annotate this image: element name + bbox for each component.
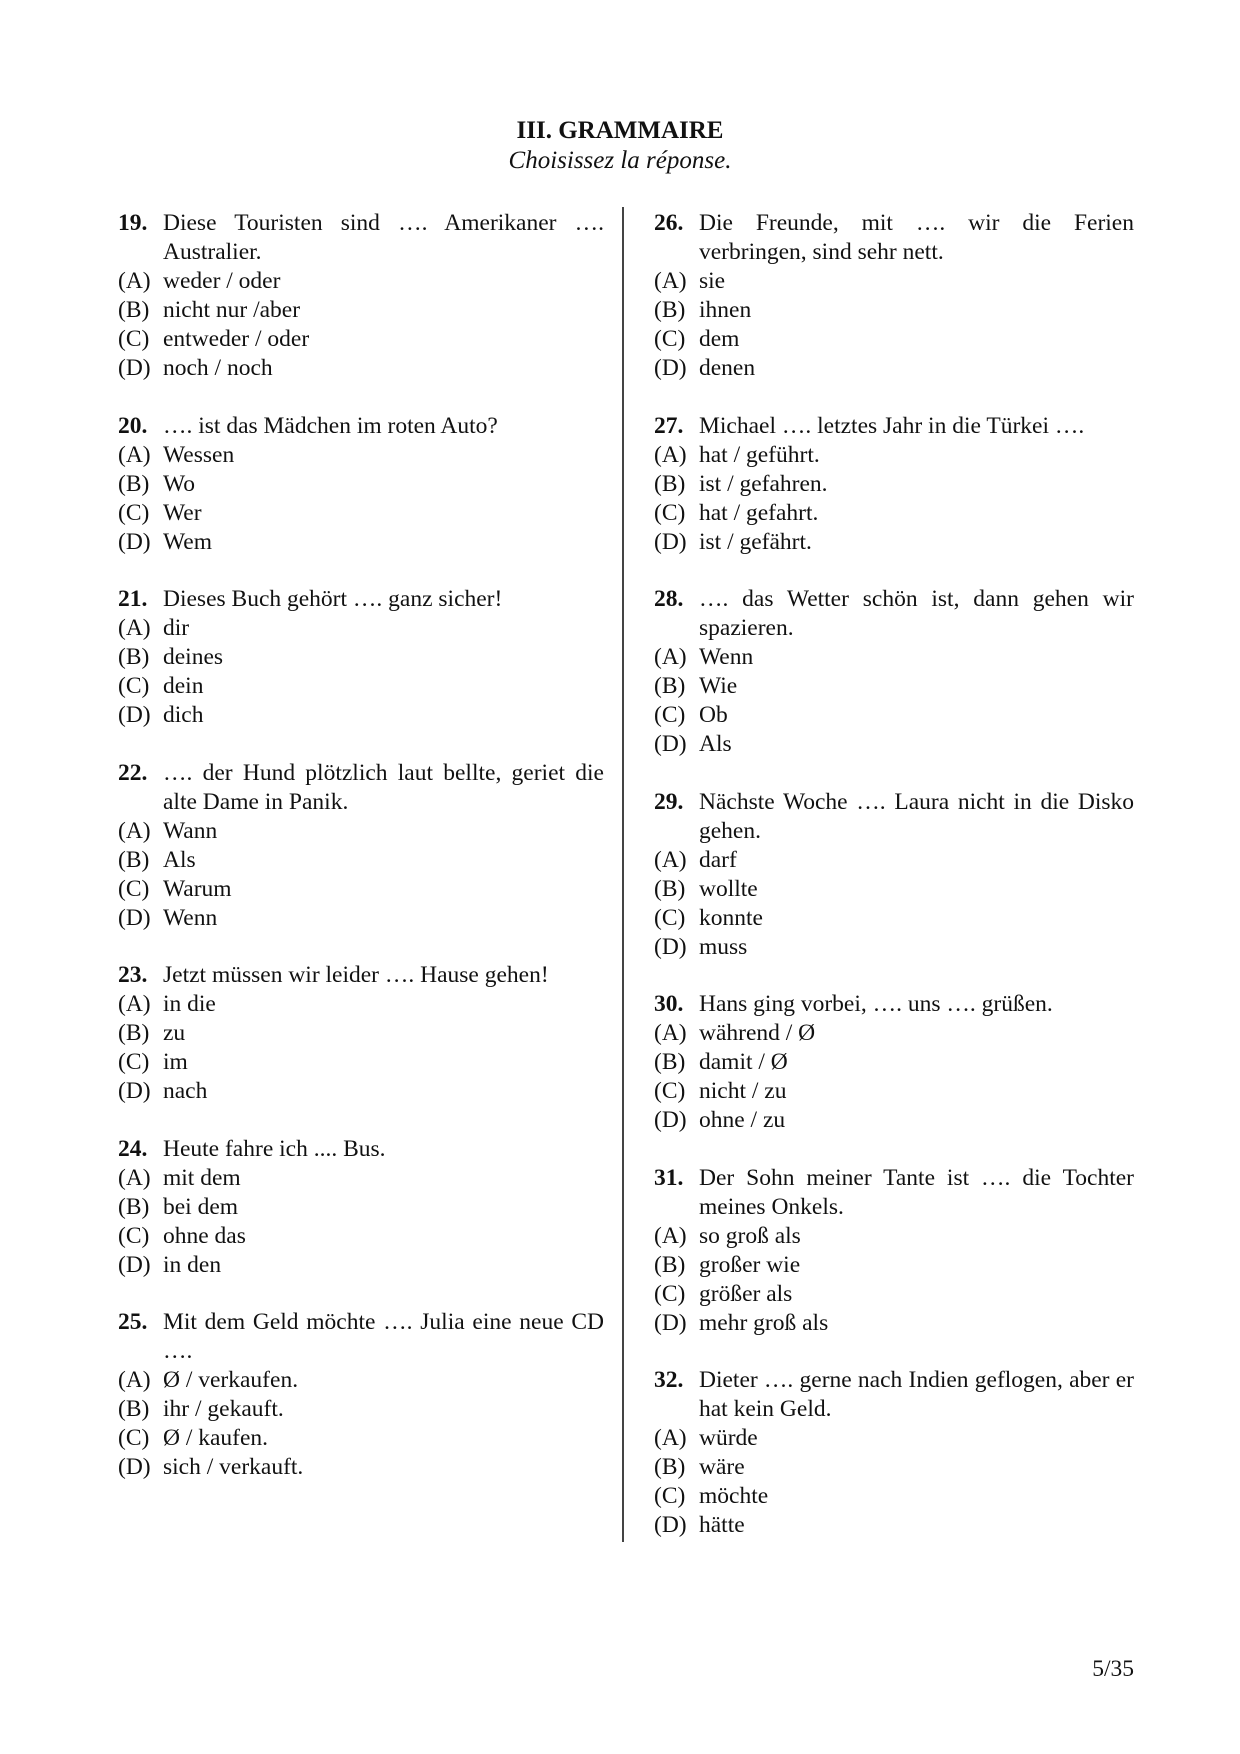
option-letter: (D) xyxy=(118,1078,151,1104)
question-stem xyxy=(654,990,1134,1019)
option-letter: (B) xyxy=(654,1049,686,1075)
question-text: …. ist das Mädchen im roten Auto? xyxy=(163,412,498,439)
answer-option xyxy=(654,1106,1134,1135)
question-text: …. das Wetter schön ist, dann gehen wir spazieren. xyxy=(699,586,1134,641)
question-stem xyxy=(118,209,604,267)
option-letter: (C) xyxy=(118,1425,150,1451)
option-letter: (D) xyxy=(654,1309,687,1336)
option-letter: (C) xyxy=(118,875,150,902)
question-19 xyxy=(118,209,604,383)
option-text: bei dem xyxy=(163,1193,239,1220)
option-letter: (C) xyxy=(654,904,686,931)
option-text: muss xyxy=(699,933,748,960)
answer-option xyxy=(654,1077,1134,1106)
answer-option xyxy=(654,643,1134,672)
option-text: dem xyxy=(699,326,740,352)
answer-option xyxy=(118,470,604,499)
option-text: dir xyxy=(163,615,190,641)
answer-option xyxy=(654,846,1134,875)
option-letter: (A) xyxy=(654,644,687,670)
question-20 xyxy=(118,412,604,557)
answer-option xyxy=(118,904,604,933)
question-text: Mit dem Geld möchte …. Julia eine neue CD …. xyxy=(163,1309,604,1364)
option-letter: (B) xyxy=(654,297,686,323)
answer-option xyxy=(118,1048,604,1077)
question-21 xyxy=(118,585,604,730)
left-column xyxy=(118,209,604,1511)
answer-option xyxy=(654,875,1134,904)
question-number: 19. xyxy=(118,210,148,236)
page-number: 5/35 xyxy=(1092,1656,1134,1682)
option-letter: (D) xyxy=(118,702,151,728)
option-text: würde xyxy=(699,1425,758,1451)
option-letter: (C) xyxy=(118,499,150,526)
option-text: ist / gefährt. xyxy=(699,528,812,555)
option-text: damit / Ø xyxy=(699,1049,788,1075)
option-letter: (D) xyxy=(654,528,687,555)
answer-option xyxy=(118,1424,604,1453)
answer-option xyxy=(654,904,1134,933)
option-letter: (C) xyxy=(654,499,686,526)
section-subtitle: Choisissez la réponse. xyxy=(508,147,732,174)
answer-option xyxy=(654,325,1134,354)
option-letter: (B) xyxy=(118,297,150,323)
option-letter: (D) xyxy=(654,731,687,757)
option-text: größer als xyxy=(699,1280,793,1307)
answer-option xyxy=(654,354,1134,383)
answer-option xyxy=(118,267,604,296)
answer-option xyxy=(118,296,604,325)
option-letter: (B) xyxy=(118,846,150,873)
answer-option xyxy=(118,817,604,846)
option-text: Wem xyxy=(163,528,213,555)
answer-option xyxy=(654,1222,1134,1251)
option-text: darf xyxy=(699,846,737,873)
question-number: 26. xyxy=(654,210,684,236)
answer-option xyxy=(654,1251,1134,1280)
option-letter: (A) xyxy=(654,846,687,873)
question-27 xyxy=(654,412,1134,557)
question-stem xyxy=(118,412,604,441)
answer-option xyxy=(118,528,604,557)
question-stem xyxy=(118,1135,604,1164)
question-text: Jetzt müssen wir leider …. Hause gehen! xyxy=(163,962,549,988)
option-text: in den xyxy=(163,1251,222,1278)
question-number: 23. xyxy=(118,962,148,988)
question-23 xyxy=(118,961,604,1106)
option-letter: (B) xyxy=(654,875,686,902)
answer-option xyxy=(654,296,1134,325)
option-letter: (D) xyxy=(118,1251,151,1278)
answer-option xyxy=(654,1424,1134,1453)
answer-option xyxy=(654,499,1134,528)
question-number: 21. xyxy=(118,586,148,612)
question-stem xyxy=(654,788,1134,846)
question-text: Diese Touristen sind …. Amerikaner …. Australier. xyxy=(163,210,604,265)
option-text: hat / gefahrt. xyxy=(699,499,819,526)
option-text: mit dem xyxy=(163,1164,241,1191)
answer-option xyxy=(118,1453,604,1482)
question-22 xyxy=(118,759,604,933)
question-31 xyxy=(654,1164,1134,1338)
question-text: Heute fahre ich .... Bus. xyxy=(163,1135,386,1162)
option-text: hat / geführt. xyxy=(699,441,820,468)
option-text: sich / verkauft. xyxy=(163,1454,304,1480)
question-number: 24. xyxy=(118,1135,148,1162)
question-text: Hans ging vorbei, …. uns …. grüßen. xyxy=(699,991,1053,1017)
section-title: III. GRAMMAIRE xyxy=(516,117,724,144)
column-divider xyxy=(622,207,624,1542)
option-text: mehr groß als xyxy=(699,1309,829,1336)
answer-option xyxy=(654,441,1134,470)
question-25 xyxy=(118,1308,604,1482)
question-text: …. der Hund plötzlich laut bellte, geriet die alte Dame in Panik. xyxy=(163,759,604,815)
answer-option xyxy=(654,1453,1134,1482)
option-letter: (A) xyxy=(118,615,151,641)
option-text: hätte xyxy=(699,1512,745,1538)
option-text: Wo xyxy=(163,470,196,497)
option-letter: (D) xyxy=(118,904,151,931)
question-text: Die Freunde, mit …. wir die Ferien verbringen, sind sehr nett. xyxy=(699,210,1134,265)
question-32 xyxy=(654,1366,1134,1540)
question-text: Nächste Woche …. Laura nicht in die Disko gehen. xyxy=(699,788,1134,844)
option-text: Ø / verkaufen. xyxy=(163,1367,299,1393)
option-letter: (D) xyxy=(118,355,151,381)
question-stem xyxy=(118,1308,604,1366)
option-text: ist / gefahren. xyxy=(699,470,828,497)
option-text: Ob xyxy=(699,702,728,728)
option-letter: (D) xyxy=(654,933,687,960)
option-text: Ø / kaufen. xyxy=(163,1425,269,1451)
answer-option xyxy=(654,1280,1134,1309)
option-text: ohne / zu xyxy=(699,1107,786,1133)
answer-option xyxy=(654,1048,1134,1077)
right-column xyxy=(654,209,1134,1569)
answer-option xyxy=(118,325,604,354)
question-stem xyxy=(654,1366,1134,1424)
option-letter: (C) xyxy=(654,1078,686,1104)
option-text: Warum xyxy=(163,875,232,902)
answer-option xyxy=(118,499,604,528)
question-26 xyxy=(654,209,1134,383)
option-text: ohne das xyxy=(163,1222,246,1249)
option-letter: (D) xyxy=(654,1107,687,1133)
option-text: dich xyxy=(163,702,204,728)
answer-option xyxy=(654,933,1134,962)
answer-option xyxy=(118,643,604,672)
option-letter: (A) xyxy=(118,1164,151,1191)
question-number: 20. xyxy=(118,412,148,439)
question-number: 27. xyxy=(654,412,684,439)
answer-option xyxy=(118,1251,604,1280)
answer-option xyxy=(654,267,1134,296)
answer-option xyxy=(118,1193,604,1222)
answer-option xyxy=(118,1077,604,1106)
answer-option xyxy=(118,1019,604,1048)
option-text: Wessen xyxy=(163,441,235,468)
question-stem xyxy=(118,585,604,614)
answer-option xyxy=(654,1482,1134,1511)
option-letter: (B) xyxy=(654,1251,686,1278)
question-stem xyxy=(654,412,1134,441)
option-text: deines xyxy=(163,644,224,670)
option-text: während / Ø xyxy=(699,1020,816,1046)
option-letter: (B) xyxy=(118,644,150,670)
option-letter: (A) xyxy=(118,268,151,294)
question-stem xyxy=(118,759,604,817)
answer-option xyxy=(118,1164,604,1193)
question-text: Dieses Buch gehört …. ganz sicher! xyxy=(163,586,503,612)
option-letter: (A) xyxy=(654,1425,687,1451)
question-number: 30. xyxy=(654,991,684,1017)
question-30 xyxy=(654,990,1134,1135)
option-text: denen xyxy=(699,355,756,381)
option-text: Als xyxy=(699,731,732,757)
option-letter: (D) xyxy=(118,1454,151,1480)
option-text: dein xyxy=(163,673,204,699)
option-text: noch / noch xyxy=(163,355,273,381)
answer-option xyxy=(654,730,1134,759)
option-letter: (B) xyxy=(118,1020,150,1046)
answer-option xyxy=(654,528,1134,557)
option-letter: (C) xyxy=(118,673,150,699)
option-text: Wenn xyxy=(699,644,754,670)
option-letter: (A) xyxy=(118,441,151,468)
option-text: Wer xyxy=(163,499,202,526)
option-text: im xyxy=(163,1049,188,1075)
answer-option xyxy=(118,1222,604,1251)
option-text: Wie xyxy=(699,673,738,699)
option-letter: (A) xyxy=(118,1367,151,1393)
option-letter: (D) xyxy=(654,1512,687,1538)
question-number: 22. xyxy=(118,759,148,786)
option-letter: (A) xyxy=(654,268,687,294)
question-text: Der Sohn meiner Tante ist …. die Tochter meines Onkels. xyxy=(699,1164,1134,1220)
option-text: zu xyxy=(163,1020,186,1046)
option-letter: (B) xyxy=(654,673,686,699)
question-number: 31. xyxy=(654,1164,684,1191)
option-letter: (C) xyxy=(654,1280,686,1307)
question-number: 32. xyxy=(654,1367,684,1393)
answer-option xyxy=(654,1309,1134,1338)
option-text: weder / oder xyxy=(163,268,281,294)
option-letter: (A) xyxy=(654,1222,687,1249)
option-text: nicht nur /aber xyxy=(163,297,301,323)
question-number: 25. xyxy=(118,1309,148,1335)
option-letter: (B) xyxy=(118,1193,150,1220)
answer-option xyxy=(118,354,604,383)
option-text: Wenn xyxy=(163,904,218,931)
option-letter: (C) xyxy=(654,326,686,352)
answer-option xyxy=(654,470,1134,499)
answer-option xyxy=(118,701,604,730)
answer-option xyxy=(654,1511,1134,1540)
option-letter: (A) xyxy=(654,1020,687,1046)
option-letter: (C) xyxy=(118,326,150,352)
answer-option xyxy=(118,614,604,643)
option-letter: (C) xyxy=(118,1222,150,1249)
option-letter: (A) xyxy=(654,441,687,468)
option-text: entweder / oder xyxy=(163,326,310,352)
option-text: konnte xyxy=(699,904,763,931)
question-stem xyxy=(654,1164,1134,1222)
option-letter: (A) xyxy=(118,817,151,844)
option-text: wollte xyxy=(699,875,758,902)
option-text: ihnen xyxy=(699,297,752,323)
answer-option xyxy=(118,672,604,701)
question-stem xyxy=(118,961,604,990)
option-text: großer wie xyxy=(699,1251,801,1278)
option-text: ihr / gekauft. xyxy=(163,1396,284,1422)
answer-option xyxy=(118,1395,604,1424)
question-text: Dieter …. gerne nach Indien geflogen, aber er hat kein Geld. xyxy=(699,1367,1134,1422)
option-letter: (C) xyxy=(654,1483,686,1509)
option-text: in die xyxy=(163,991,216,1017)
question-28 xyxy=(654,585,1134,759)
section-header xyxy=(0,116,1240,176)
question-number: 29. xyxy=(654,788,684,815)
question-29 xyxy=(654,788,1134,962)
answer-option xyxy=(654,672,1134,701)
question-24 xyxy=(118,1135,604,1280)
option-letter: (A) xyxy=(118,991,151,1017)
answer-option xyxy=(118,990,604,1019)
option-letter: (C) xyxy=(654,702,686,728)
option-text: wäre xyxy=(699,1454,745,1480)
option-letter: (B) xyxy=(118,1396,150,1422)
answer-option xyxy=(654,1019,1134,1048)
option-letter: (B) xyxy=(654,470,686,497)
option-letter: (C) xyxy=(118,1049,150,1075)
option-text: nach xyxy=(163,1078,208,1104)
option-text: Als xyxy=(163,846,196,873)
question-stem xyxy=(654,585,1134,643)
option-text: sie xyxy=(699,268,726,294)
answer-option xyxy=(654,701,1134,730)
option-letter: (B) xyxy=(654,1454,686,1480)
answer-option xyxy=(118,1366,604,1395)
question-number: 28. xyxy=(654,586,684,612)
option-letter: (D) xyxy=(118,528,151,555)
option-text: Wann xyxy=(163,817,218,844)
question-stem xyxy=(654,209,1134,267)
answer-option xyxy=(118,441,604,470)
answer-option xyxy=(118,875,604,904)
option-letter: (D) xyxy=(654,355,687,381)
option-text: möchte xyxy=(699,1483,769,1509)
option-text: so groß als xyxy=(699,1222,801,1249)
option-letter: (B) xyxy=(118,470,150,497)
answer-option xyxy=(118,846,604,875)
option-text: nicht / zu xyxy=(699,1078,787,1104)
question-text: Michael …. letztes Jahr in die Türkei …. xyxy=(699,412,1085,439)
